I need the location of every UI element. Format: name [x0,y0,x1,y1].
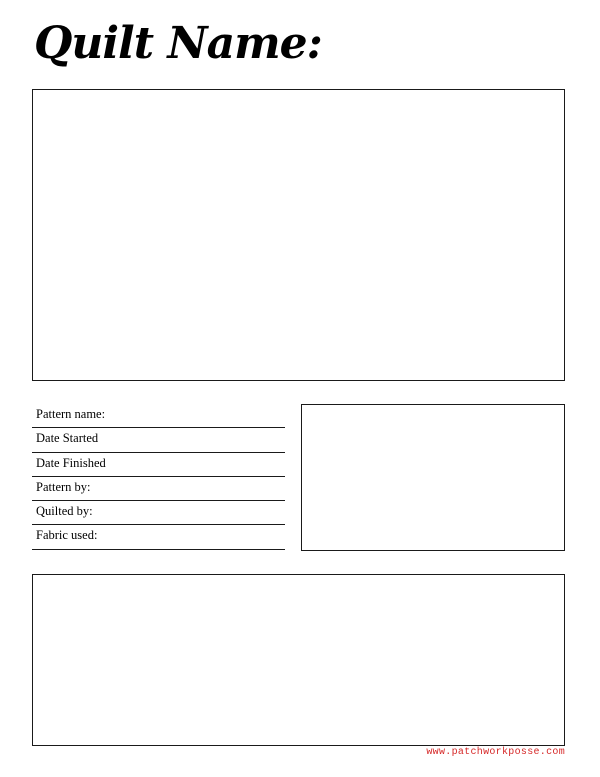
field-date-finished[interactable]: Date Finished [32,453,285,477]
quilt-photo-box[interactable] [32,89,565,381]
page-title: Quilt Name: [34,18,322,69]
quilt-details-list [32,404,285,550]
notes-box[interactable] [32,574,565,746]
fabric-swatch-box[interactable] [301,404,565,551]
field-date-started[interactable]: Date Started [32,428,285,452]
footer-url: www.patchworkposse.com [426,747,565,758]
field-quilted-by[interactable]: Quilted by: [32,501,285,525]
field-pattern-by[interactable]: Pattern by: [32,477,285,501]
field-fabric-used[interactable]: Fabric used: [32,525,285,549]
field-pattern-name[interactable]: Pattern name: [32,404,285,428]
